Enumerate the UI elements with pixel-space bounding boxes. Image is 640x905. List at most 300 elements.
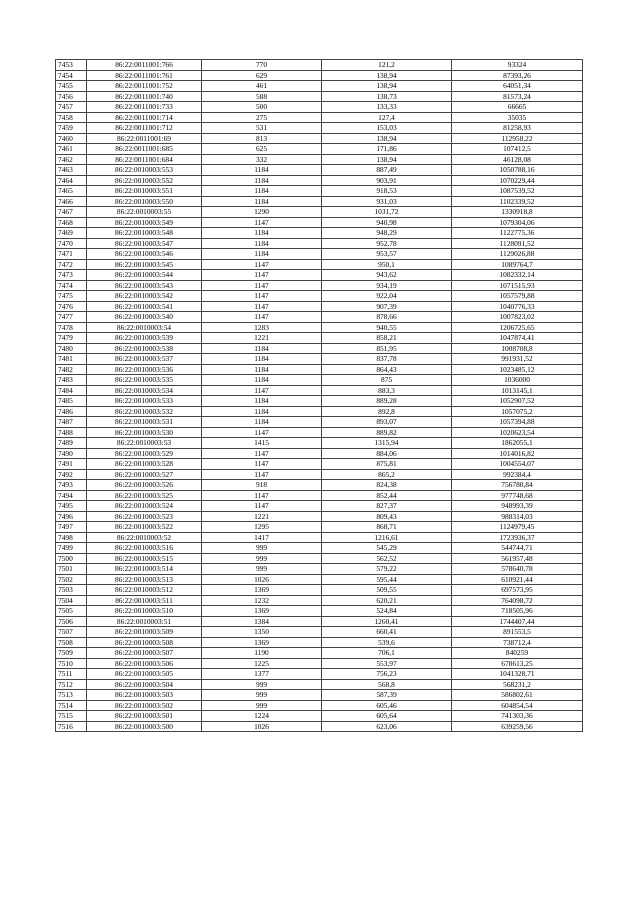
value-b-cell: 605,46 — [322, 700, 452, 711]
table-row — [56, 711, 583, 722]
value-total-cell: 1206725,65 — [452, 322, 583, 333]
value-b-cell: 138,94 — [322, 81, 452, 92]
row-number-cell: 7500 — [56, 553, 87, 564]
cadastral-number-cell: 86:22:0010003:516 — [87, 543, 202, 554]
value-total-cell: 1052907,52 — [452, 396, 583, 407]
value-b-cell: 153,03 — [322, 123, 452, 134]
value-b-cell: 887,49 — [322, 165, 452, 176]
cadastral-number-cell: 86:22:0010003:55 — [87, 207, 202, 218]
value-a-cell: 1184 — [202, 175, 322, 186]
value-a-cell: 461 — [202, 81, 322, 92]
value-b-cell: 934,19 — [322, 280, 452, 291]
table-row — [56, 690, 583, 701]
table-row — [56, 417, 583, 428]
table-row — [56, 553, 583, 564]
row-number-cell: 7456 — [56, 91, 87, 102]
value-total-cell: 1008708,8 — [452, 343, 583, 354]
cadastral-number-cell: 86:22:0010003:545 — [87, 259, 202, 270]
value-total-cell: 1723936,37 — [452, 532, 583, 543]
value-total-cell: 992384,4 — [452, 469, 583, 480]
value-a-cell: 1350 — [202, 627, 322, 638]
cadastral-number-cell: 86:22:0010003:54 — [87, 322, 202, 333]
value-b-cell: 875,81 — [322, 459, 452, 470]
table-row — [56, 291, 583, 302]
table-row — [56, 123, 583, 134]
value-a-cell: 1232 — [202, 595, 322, 606]
row-number-cell: 7458 — [56, 112, 87, 123]
value-a-cell: 999 — [202, 700, 322, 711]
value-b-cell: 851,95 — [322, 343, 452, 354]
value-b-cell: 883,3 — [322, 385, 452, 396]
cadastral-number-cell: 86:22:0010003:535 — [87, 375, 202, 386]
value-total-cell: 578640,78 — [452, 564, 583, 575]
value-total-cell: 1057075,2 — [452, 406, 583, 417]
cadastral-number-cell: 86:22:0010003:525 — [87, 490, 202, 501]
value-a-cell: 1184 — [202, 343, 322, 354]
row-number-cell: 7469 — [56, 228, 87, 239]
table-row — [56, 721, 583, 732]
value-b-cell: 809,43 — [322, 511, 452, 522]
value-b-cell: 539,6 — [322, 637, 452, 648]
table-row — [56, 144, 583, 155]
row-number-cell: 7480 — [56, 343, 87, 354]
cadastral-number-cell: 86:22:0010003:551 — [87, 186, 202, 197]
value-total-cell: 1007823,02 — [452, 312, 583, 323]
table-row — [56, 648, 583, 659]
table-row — [56, 543, 583, 554]
value-b-cell: 889,82 — [322, 427, 452, 438]
table-row — [56, 175, 583, 186]
table-row — [56, 270, 583, 281]
row-number-cell: 7484 — [56, 385, 87, 396]
data-table — [55, 59, 583, 732]
table-row — [56, 627, 583, 638]
row-number-cell: 7516 — [56, 721, 87, 732]
value-a-cell: 1147 — [202, 291, 322, 302]
row-number-cell: 7475 — [56, 291, 87, 302]
value-b-cell: 893,07 — [322, 417, 452, 428]
value-a-cell: 813 — [202, 133, 322, 144]
value-b-cell: 562,52 — [322, 553, 452, 564]
value-a-cell: 1147 — [202, 459, 322, 470]
value-a-cell: 1184 — [202, 417, 322, 428]
value-a-cell: 1147 — [202, 469, 322, 480]
value-total-cell: 1862055,1 — [452, 438, 583, 449]
table-row — [56, 207, 583, 218]
row-number-cell: 7492 — [56, 469, 87, 480]
value-a-cell: 1147 — [202, 301, 322, 312]
cadastral-number-cell: 86:22:0010003:532 — [87, 406, 202, 417]
value-total-cell: 1004554,07 — [452, 459, 583, 470]
value-a-cell: 1184 — [202, 396, 322, 407]
row-number-cell: 7474 — [56, 280, 87, 291]
cadastral-number-cell: 86:22:0010003:500 — [87, 721, 202, 732]
value-a-cell: 1147 — [202, 385, 322, 396]
table-row — [56, 280, 583, 291]
cadastral-number-cell: 86:22:0010003:548 — [87, 228, 202, 239]
table-row — [56, 217, 583, 228]
value-a-cell: 500 — [202, 102, 322, 113]
cadastral-number-cell: 86:22:0011001:766 — [87, 60, 202, 71]
value-b-cell: 907,39 — [322, 301, 452, 312]
value-b-cell: 595,44 — [322, 574, 452, 585]
value-a-cell: 1147 — [202, 259, 322, 270]
row-number-cell: 7502 — [56, 574, 87, 585]
value-total-cell: 1128091,52 — [452, 238, 583, 249]
value-a-cell: 999 — [202, 543, 322, 554]
row-number-cell: 7491 — [56, 459, 87, 470]
row-number-cell: 7490 — [56, 448, 87, 459]
value-b-cell: 756,23 — [322, 669, 452, 680]
cadastral-number-cell: 86:22:0010003:534 — [87, 385, 202, 396]
value-total-cell: 1013145,1 — [452, 385, 583, 396]
cadastral-number-cell: 86:22:0010003:514 — [87, 564, 202, 575]
value-total-cell: 87393,26 — [452, 70, 583, 81]
table-row — [56, 574, 583, 585]
cadastral-number-cell: 86:22:0010003:506 — [87, 658, 202, 669]
value-b-cell: 133,33 — [322, 102, 452, 113]
value-total-cell: 81258,93 — [452, 123, 583, 134]
value-a-cell: 531 — [202, 123, 322, 134]
value-b-cell: 884,06 — [322, 448, 452, 459]
value-total-cell: 738712,4 — [452, 637, 583, 648]
value-total-cell: 1089764,7 — [452, 259, 583, 270]
table-row — [56, 375, 583, 386]
value-a-cell: 1384 — [202, 616, 322, 627]
value-total-cell: 741303,36 — [452, 711, 583, 722]
value-a-cell: 1184 — [202, 238, 322, 249]
value-b-cell: 509,55 — [322, 585, 452, 596]
table-row — [56, 196, 583, 207]
value-b-cell: 852,44 — [322, 490, 452, 501]
table-row — [56, 81, 583, 92]
cadastral-number-cell: 86:22:0010003:510 — [87, 606, 202, 617]
row-number-cell: 7468 — [56, 217, 87, 228]
value-b-cell: 940,98 — [322, 217, 452, 228]
value-b-cell: 889,28 — [322, 396, 452, 407]
cadastral-number-cell: 86:22:0010003:527 — [87, 469, 202, 480]
value-total-cell: 1020623,54 — [452, 427, 583, 438]
value-a-cell: 1224 — [202, 711, 322, 722]
value-a-cell: 1377 — [202, 669, 322, 680]
value-total-cell: 1129026,88 — [452, 249, 583, 260]
cadastral-number-cell: 86:22:0010003:53 — [87, 438, 202, 449]
value-a-cell: 1283 — [202, 322, 322, 333]
value-b-cell: 824,38 — [322, 480, 452, 491]
cadastral-number-cell: 86:22:0010003:539 — [87, 333, 202, 344]
cadastral-number-cell: 86:22:0010003:542 — [87, 291, 202, 302]
row-number-cell: 7459 — [56, 123, 87, 134]
row-number-cell: 7507 — [56, 627, 87, 638]
value-b-cell: 918,53 — [322, 186, 452, 197]
value-a-cell: 1184 — [202, 186, 322, 197]
table-row — [56, 469, 583, 480]
value-a-cell: 275 — [202, 112, 322, 123]
table-row — [56, 364, 583, 375]
value-total-cell: 586802,61 — [452, 690, 583, 701]
cadastral-number-cell: 86:22:0010003:547 — [87, 238, 202, 249]
row-number-cell: 7472 — [56, 259, 87, 270]
row-number-cell: 7457 — [56, 102, 87, 113]
table-row — [56, 616, 583, 627]
value-a-cell: 1225 — [202, 658, 322, 669]
row-number-cell: 7510 — [56, 658, 87, 669]
cadastral-number-cell: 86:22:0010003:52 — [87, 532, 202, 543]
value-total-cell: 112958,22 — [452, 133, 583, 144]
cadastral-number-cell: 86:22:0010003:51 — [87, 616, 202, 627]
cadastral-number-cell: 86:22:0010003:504 — [87, 679, 202, 690]
table-row — [56, 606, 583, 617]
cadastral-number-cell: 86:22:0011001:684 — [87, 154, 202, 165]
value-a-cell: 1147 — [202, 448, 322, 459]
table-row — [56, 133, 583, 144]
value-b-cell: 623,06 — [322, 721, 452, 732]
row-number-cell: 7504 — [56, 595, 87, 606]
table-row — [56, 165, 583, 176]
table-row — [56, 238, 583, 249]
cadastral-number-cell: 86:22:0010003:533 — [87, 396, 202, 407]
value-total-cell: 678613,25 — [452, 658, 583, 669]
value-total-cell: 81573,24 — [452, 91, 583, 102]
value-a-cell: 1184 — [202, 354, 322, 365]
cadastral-number-cell: 86:22:0010003:552 — [87, 175, 202, 186]
value-a-cell: 999 — [202, 690, 322, 701]
row-number-cell: 7479 — [56, 333, 87, 344]
value-a-cell: 1184 — [202, 406, 322, 417]
value-total-cell: 756780,84 — [452, 480, 583, 491]
value-total-cell: 544744,71 — [452, 543, 583, 554]
value-b-cell: 524,84 — [322, 606, 452, 617]
value-a-cell: 1184 — [202, 228, 322, 239]
value-a-cell: 1369 — [202, 606, 322, 617]
table-row — [56, 459, 583, 470]
cadastral-number-cell: 86:22:0011001:752 — [87, 81, 202, 92]
row-number-cell: 7495 — [56, 501, 87, 512]
cadastral-number-cell: 86:22:0010003:543 — [87, 280, 202, 291]
value-b-cell: 837,78 — [322, 354, 452, 365]
cadastral-number-cell: 86:22:0010003:531 — [87, 417, 202, 428]
cadastral-number-cell: 86:22:0011001:69 — [87, 133, 202, 144]
value-b-cell: 952,78 — [322, 238, 452, 249]
cadastral-number-cell: 86:22:0011001:712 — [87, 123, 202, 134]
value-b-cell: 827,37 — [322, 501, 452, 512]
row-number-cell: 7514 — [56, 700, 87, 711]
row-number-cell: 7509 — [56, 648, 87, 659]
cadastral-number-cell: 86:22:0010003:553 — [87, 165, 202, 176]
table-row — [56, 406, 583, 417]
row-number-cell: 7501 — [56, 564, 87, 575]
row-number-cell: 7462 — [56, 154, 87, 165]
value-total-cell: 1040776,33 — [452, 301, 583, 312]
value-a-cell: 1221 — [202, 333, 322, 344]
cadastral-number-cell: 86:22:0010003:512 — [87, 585, 202, 596]
cadastral-number-cell: 86:22:0010003:524 — [87, 501, 202, 512]
cadastral-number-cell: 86:22:0010003:541 — [87, 301, 202, 312]
value-a-cell: 999 — [202, 679, 322, 690]
value-total-cell: 977748,68 — [452, 490, 583, 501]
value-b-cell: 922,04 — [322, 291, 452, 302]
value-total-cell: 1041328,71 — [452, 669, 583, 680]
cadastral-number-cell: 86:22:0010003:549 — [87, 217, 202, 228]
row-number-cell: 7477 — [56, 312, 87, 323]
table-row — [56, 301, 583, 312]
cadastral-number-cell: 86:22:0010003:530 — [87, 427, 202, 438]
value-a-cell: 1369 — [202, 637, 322, 648]
table-row — [56, 501, 583, 512]
value-total-cell: 610921,44 — [452, 574, 583, 585]
value-total-cell: 639259,56 — [452, 721, 583, 732]
value-b-cell: 127,4 — [322, 112, 452, 123]
table-row — [56, 112, 583, 123]
value-total-cell: 1070229,44 — [452, 175, 583, 186]
row-number-cell: 7506 — [56, 616, 87, 627]
row-number-cell: 7503 — [56, 585, 87, 596]
cadastral-number-cell: 86:22:0010003:508 — [87, 637, 202, 648]
table-row — [56, 595, 583, 606]
row-number-cell: 7485 — [56, 396, 87, 407]
cadastral-number-cell: 86:22:0010003:550 — [87, 196, 202, 207]
value-a-cell: 1221 — [202, 511, 322, 522]
value-a-cell: 1026 — [202, 574, 322, 585]
row-number-cell: 7466 — [56, 196, 87, 207]
value-a-cell: 1147 — [202, 427, 322, 438]
value-b-cell: 1031,72 — [322, 207, 452, 218]
table-row — [56, 322, 583, 333]
value-total-cell: 891553,5 — [452, 627, 583, 638]
table-row — [56, 312, 583, 323]
value-total-cell: 64051,34 — [452, 81, 583, 92]
table-row — [56, 228, 583, 239]
cadastral-number-cell: 86:22:0010003:505 — [87, 669, 202, 680]
table-row — [56, 448, 583, 459]
row-number-cell: 7455 — [56, 81, 87, 92]
value-b-cell: 587,39 — [322, 690, 452, 701]
value-a-cell: 999 — [202, 553, 322, 564]
table-row — [56, 154, 583, 165]
row-number-cell: 7467 — [56, 207, 87, 218]
value-total-cell: 1050788,16 — [452, 165, 583, 176]
value-a-cell: 1147 — [202, 280, 322, 291]
value-b-cell: 948,29 — [322, 228, 452, 239]
row-number-cell: 7453 — [56, 60, 87, 71]
table-row — [56, 385, 583, 396]
value-total-cell: 568231,2 — [452, 679, 583, 690]
value-total-cell: 988314,03 — [452, 511, 583, 522]
cadastral-number-cell: 86:22:0010003:522 — [87, 522, 202, 533]
table-row — [56, 354, 583, 365]
cadastral-number-cell: 86:22:0010003:536 — [87, 364, 202, 375]
cadastral-number-cell: 86:22:0011001:714 — [87, 112, 202, 123]
value-b-cell: 138,94 — [322, 70, 452, 81]
value-b-cell: 931,03 — [322, 196, 452, 207]
value-b-cell: 950,1 — [322, 259, 452, 270]
value-b-cell: 864,43 — [322, 364, 452, 375]
value-total-cell: 697573,95 — [452, 585, 583, 596]
cadastral-number-cell: 86:22:0010003:540 — [87, 312, 202, 323]
value-total-cell: 561957,48 — [452, 553, 583, 564]
value-total-cell: 1014016,82 — [452, 448, 583, 459]
value-a-cell: 629 — [202, 70, 322, 81]
value-a-cell: 1147 — [202, 270, 322, 281]
value-total-cell: 1079304,06 — [452, 217, 583, 228]
table-row — [56, 700, 583, 711]
cadastral-number-cell: 86:22:0010003:537 — [87, 354, 202, 365]
table-row — [56, 70, 583, 81]
table-row — [56, 333, 583, 344]
cadastral-number-cell: 86:22:0010003:501 — [87, 711, 202, 722]
value-total-cell: 1057394,88 — [452, 417, 583, 428]
value-a-cell: 1415 — [202, 438, 322, 449]
value-b-cell: 706,1 — [322, 648, 452, 659]
table-body — [56, 60, 583, 732]
cadastral-number-cell: 86:22:0010003:526 — [87, 480, 202, 491]
value-b-cell: 865,2 — [322, 469, 452, 480]
row-number-cell: 7494 — [56, 490, 87, 501]
value-a-cell: 918 — [202, 480, 322, 491]
row-number-cell: 7493 — [56, 480, 87, 491]
table-row — [56, 669, 583, 680]
row-number-cell: 7498 — [56, 532, 87, 543]
value-a-cell: 1147 — [202, 501, 322, 512]
cadastral-number-cell: 86:22:0010003:502 — [87, 700, 202, 711]
value-b-cell: 892,8 — [322, 406, 452, 417]
value-b-cell: 138,94 — [322, 154, 452, 165]
table-row — [56, 102, 583, 113]
cadastral-number-cell: 86:22:0010003:546 — [87, 249, 202, 260]
table-row — [56, 511, 583, 522]
value-total-cell: 604854,54 — [452, 700, 583, 711]
cadastral-number-cell: 86:22:0011001:685 — [87, 144, 202, 155]
value-b-cell: 943,62 — [322, 270, 452, 281]
cadastral-number-cell: 86:22:0010003:507 — [87, 648, 202, 659]
table-row — [56, 259, 583, 270]
value-total-cell: 1071515,93 — [452, 280, 583, 291]
value-b-cell: 171,86 — [322, 144, 452, 155]
value-a-cell: 770 — [202, 60, 322, 71]
table-row — [56, 91, 583, 102]
value-b-cell: 1260,41 — [322, 616, 452, 627]
value-total-cell: 66665 — [452, 102, 583, 113]
table-row — [56, 637, 583, 648]
table-row — [56, 658, 583, 669]
table-row — [56, 427, 583, 438]
row-number-cell: 7481 — [56, 354, 87, 365]
row-number-cell: 7464 — [56, 175, 87, 186]
cadastral-number-cell: 86:22:0010003:503 — [87, 690, 202, 701]
value-total-cell: 840259 — [452, 648, 583, 659]
value-b-cell: 568,8 — [322, 679, 452, 690]
value-b-cell: 903,91 — [322, 175, 452, 186]
row-number-cell: 7512 — [56, 679, 87, 690]
value-b-cell: 545,29 — [322, 543, 452, 554]
row-number-cell: 7487 — [56, 417, 87, 428]
table-row — [56, 186, 583, 197]
value-total-cell: 718505,96 — [452, 606, 583, 617]
value-a-cell: 332 — [202, 154, 322, 165]
table-row — [56, 564, 583, 575]
value-b-cell: 940,55 — [322, 322, 452, 333]
row-number-cell: 7511 — [56, 669, 87, 680]
row-number-cell: 7465 — [56, 186, 87, 197]
value-a-cell: 1184 — [202, 375, 322, 386]
value-b-cell: 1216,61 — [322, 532, 452, 543]
value-a-cell: 1184 — [202, 196, 322, 207]
value-total-cell: 764098,72 — [452, 595, 583, 606]
row-number-cell: 7513 — [56, 690, 87, 701]
value-a-cell: 1184 — [202, 249, 322, 260]
value-a-cell: 1026 — [202, 721, 322, 732]
table-row — [56, 480, 583, 491]
